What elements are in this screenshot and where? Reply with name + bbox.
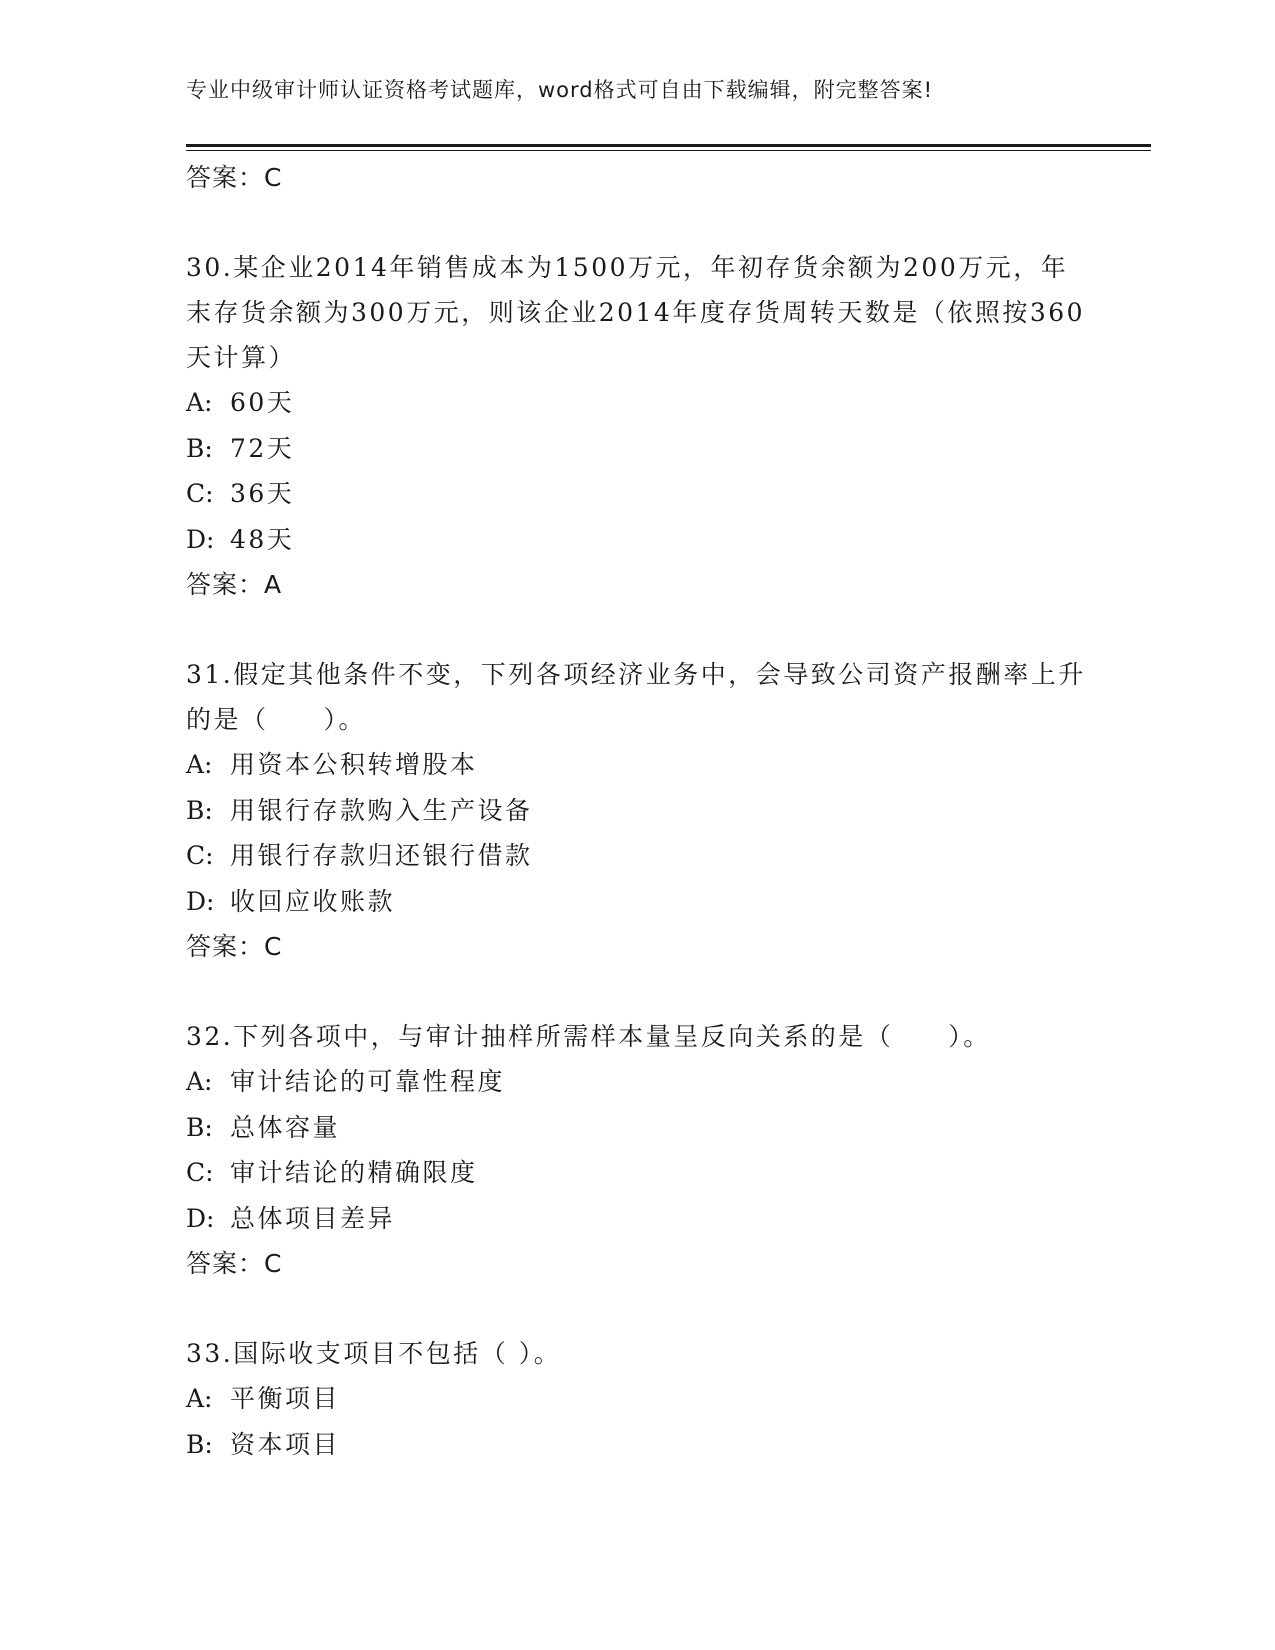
option-b <box>186 1105 1086 1151</box>
option-d <box>186 517 1086 563</box>
question-block <box>186 1014 1086 1287</box>
option-letter: D: <box>186 524 215 554</box>
option-letter: B: <box>186 1112 213 1142</box>
question-answer: 答案：A <box>186 570 283 599</box>
option-b <box>186 1422 1086 1468</box>
option-text: 48天 <box>230 524 295 554</box>
question-block <box>186 652 1086 970</box>
option-c <box>186 471 1086 517</box>
header-rule-thin <box>186 150 1151 151</box>
option-letter: D: <box>186 886 215 916</box>
question-block <box>186 245 1086 608</box>
option-letter: A: <box>186 750 213 779</box>
option-c <box>186 833 1086 879</box>
option-letter: C: <box>186 841 214 870</box>
question-answer: 答案：C <box>186 1249 283 1278</box>
option-text: 用资本公积转增股本 <box>230 750 478 779</box>
option-text: 资本项目 <box>230 1429 341 1459</box>
question-stem: 31.假定其他条件不变，下列各项经济业务中，会导致公司资产报酬率上升的是（ ）。 <box>186 660 1086 734</box>
option-d <box>186 1196 1086 1242</box>
option-text: 审计结论的精确限度 <box>230 1158 478 1187</box>
option-letter: A: <box>186 1384 213 1413</box>
option-text: 平衡项目 <box>230 1384 341 1413</box>
option-text: 用银行存款归还银行借款 <box>230 841 533 870</box>
option-a <box>186 1059 1086 1105</box>
question-block <box>186 1331 1086 1467</box>
page-header: 专业中级审计师认证资格考试题库，word格式可自由下载编辑，附完整答案! <box>186 78 934 102</box>
option-a <box>186 742 1086 788</box>
previous-answer: 答案：C <box>186 163 283 192</box>
option-text: 总体项目差异 <box>230 1203 396 1233</box>
option-letter: C: <box>186 479 214 508</box>
option-b <box>186 426 1086 472</box>
option-a <box>186 1376 1086 1422</box>
option-letter: B: <box>186 795 213 825</box>
question-stem: 33.国际收支项目不包括（ ）。 <box>186 1339 562 1368</box>
option-letter: A: <box>186 1067 213 1096</box>
question-stem: 32.下列各项中，与审计抽样所需样本量呈反向关系的是（ ）。 <box>186 1022 991 1051</box>
option-text: 收回应收账款 <box>230 886 396 916</box>
option-letter: A: <box>186 388 213 417</box>
option-letter: B: <box>186 1429 213 1459</box>
option-text: 审计结论的可靠性程度 <box>230 1067 506 1096</box>
option-d <box>186 879 1086 925</box>
option-text: 用银行存款购入生产设备 <box>230 795 533 825</box>
option-text: 60天 <box>230 388 295 417</box>
header-rule-thick <box>186 144 1151 147</box>
option-text: 36天 <box>230 479 295 508</box>
option-a <box>186 380 1086 426</box>
option-b <box>186 788 1086 834</box>
option-letter: B: <box>186 433 213 463</box>
option-letter: D: <box>186 1203 215 1233</box>
question-stem: 30.某企业2014年销售成本为1500万元，年初存货余额为200万元，年末存货余额为300万元，则该企业2014年度存货周转天数是（依照按360天计算） <box>186 253 1086 372</box>
option-c <box>186 1150 1086 1196</box>
option-text: 72天 <box>230 433 295 463</box>
option-letter: C: <box>186 1158 214 1187</box>
question-answer: 答案：C <box>186 932 283 961</box>
question-list <box>186 155 1086 1467</box>
option-text: 总体容量 <box>230 1112 341 1142</box>
